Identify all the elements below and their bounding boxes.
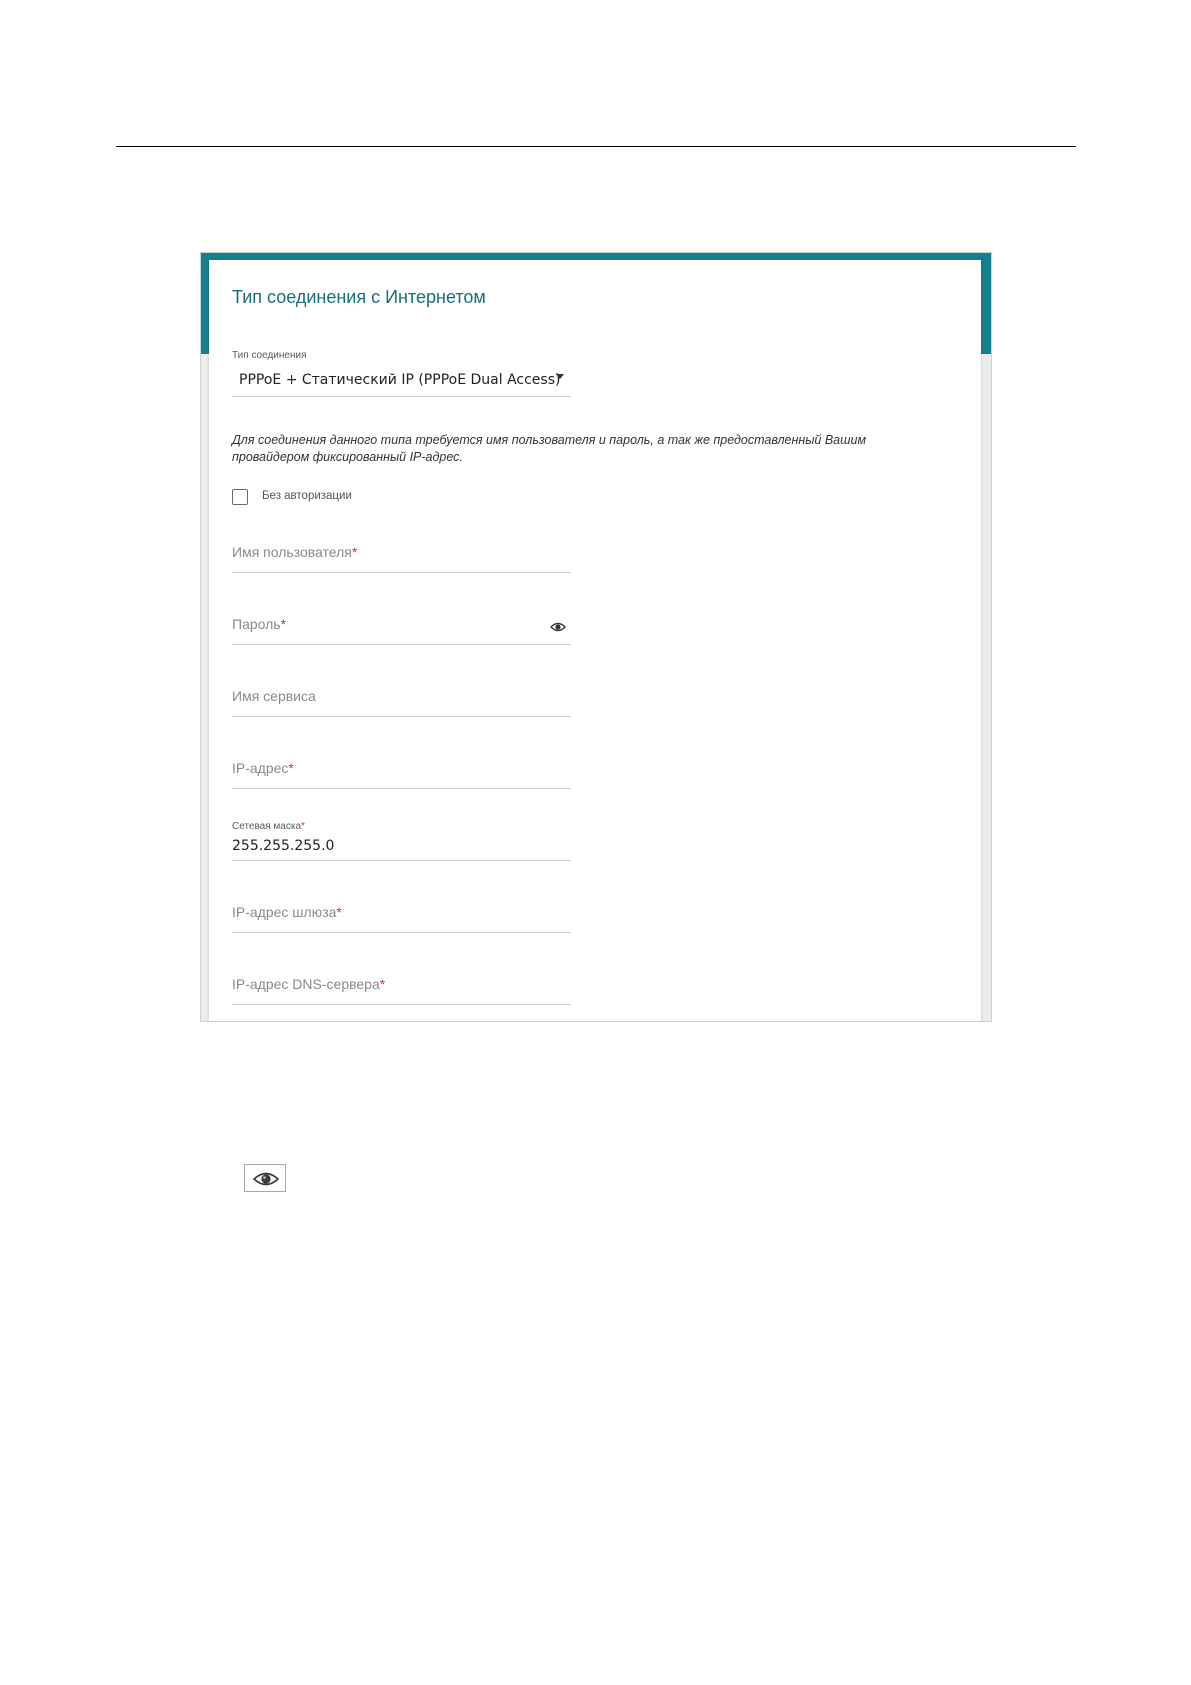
dns-field[interactable] <box>232 962 571 1005</box>
username-field[interactable] <box>232 530 571 573</box>
dns-placeholder: IP-адрес DNS-сервера* <box>232 976 386 992</box>
no-auth-label[interactable]: Без авторизации <box>262 490 352 502</box>
required-mark: * <box>288 760 294 776</box>
connection-type-select[interactable] <box>232 363 571 397</box>
service-name-placeholder: Имя сервиса <box>232 688 316 704</box>
required-mark: * <box>280 616 287 632</box>
password-placeholder: Пароль* <box>232 616 287 632</box>
screenshot-frame <box>200 252 992 1022</box>
eye-icon[interactable] <box>550 622 566 632</box>
card-title: Тип соединения с Интернетом <box>232 287 486 307</box>
netmask-label: Сетевая маска* <box>232 821 305 832</box>
eye-icon <box>253 1171 279 1187</box>
gateway-placeholder: IP-адрес шлюза* <box>232 904 342 920</box>
ip-address-field[interactable] <box>232 746 571 789</box>
required-mark: * <box>379 976 386 992</box>
required-mark: * <box>351 544 358 560</box>
username-placeholder: Имя пользователя* <box>232 544 358 560</box>
header-rule <box>116 146 1076 147</box>
service-name-field[interactable] <box>232 674 571 717</box>
connection-description: Для соединения данного типа требуется имя пользователя и пароль, а так же предоставленный Вашим провайдером фиксированный IP-адрес. <box>232 433 867 464</box>
ip-address-placeholder: IP-адрес* <box>232 760 294 776</box>
netmask-field[interactable] <box>232 818 571 861</box>
eye-icon-button[interactable] <box>244 1164 286 1192</box>
password-field[interactable] <box>232 602 571 645</box>
required-mark: * <box>336 904 342 920</box>
no-auth-checkbox[interactable] <box>232 489 248 505</box>
caret-down-icon <box>556 374 564 379</box>
connection-card <box>209 260 981 1022</box>
required-mark: * <box>301 821 305 832</box>
netmask-value: 255.255.255.0 <box>232 838 335 854</box>
connection-type-label: Тип соединения <box>232 350 307 361</box>
gateway-field[interactable] <box>232 890 571 933</box>
connection-type-value: PPPoE + Статический IP (PPPoE Dual Access) <box>239 372 561 388</box>
